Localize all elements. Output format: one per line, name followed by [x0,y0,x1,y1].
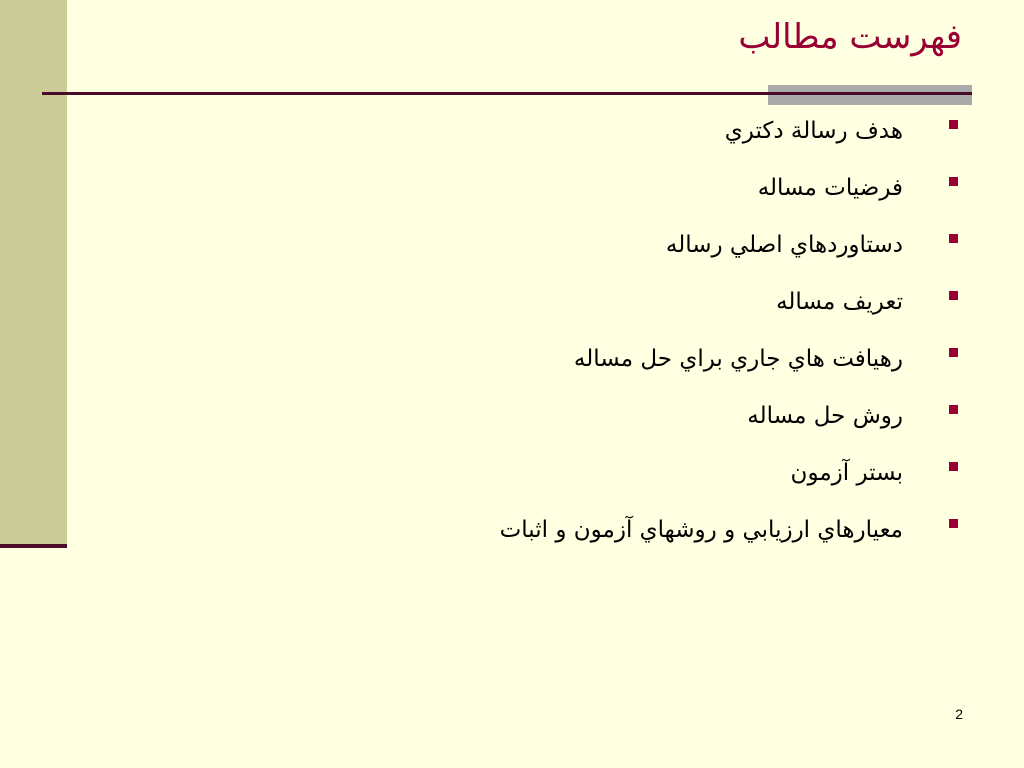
bullet-text: رهيافت هاي جاري براي حل مساله [573,346,903,372]
square-bullet-icon [949,120,958,129]
bullet-item [0,445,1024,502]
slide-title: فهرست مطالب [738,17,962,57]
bullet-item [0,502,1024,559]
bullet-text: بستر آزمون [790,460,903,486]
bullet-list [0,103,1024,559]
bullet-item [0,217,1024,274]
bullet-text: هدف رسالة دكتري [724,118,903,144]
bullet-item [0,388,1024,445]
bullet-item [0,103,1024,160]
square-bullet-icon [949,177,958,186]
title-rule [42,92,972,95]
square-bullet-icon [949,348,958,357]
bullet-text: دستاوردهاي اصلي رساله [665,232,903,258]
bullet-text: معيارهاي ارزيابي و روشهاي آزمون و اثبات [499,517,903,543]
bullet-item [0,274,1024,331]
title-accent-bar [768,85,972,105]
square-bullet-icon [949,405,958,414]
square-bullet-icon [949,234,958,243]
square-bullet-icon [949,462,958,471]
page-number: 2 [955,706,963,722]
bullet-item [0,160,1024,217]
square-bullet-icon [949,519,958,528]
bullet-text: فرضيات مساله [757,175,903,201]
square-bullet-icon [949,291,958,300]
bullet-text: تعريف مساله [776,289,903,315]
bullet-text: روش حل مساله [747,403,903,429]
bullet-item [0,331,1024,388]
